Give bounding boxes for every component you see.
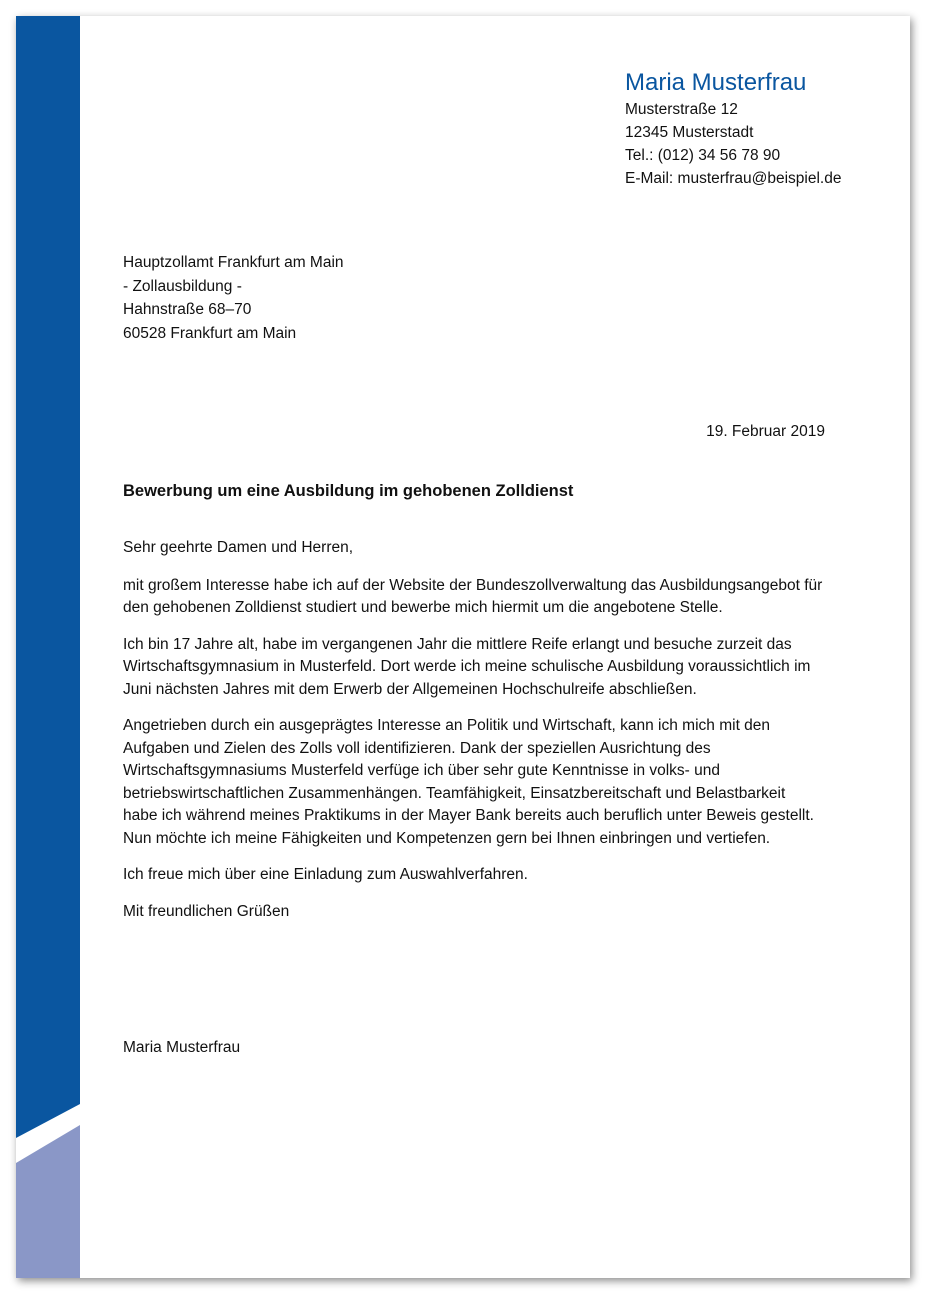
sender-city: 12345 Musterstadt: [625, 124, 754, 141]
signature-name: Maria Musterfrau: [123, 1039, 241, 1056]
recipient-block: [123, 251, 344, 345]
sidebar-blue-band: [16, 16, 80, 1138]
letter-page: [16, 16, 910, 1278]
closing: Mit freundlichen Grüßen: [123, 902, 290, 920]
body-paragraph: Ich bin 17 Jahre alt, habe im vergangenen Jahr die mittlere Reife erlangt und besuche zurzeit das Wirtschaftsgymnasium in Musterfeld. Dort werde ich meine schulische Ausbildung voraussichtlich im Juni nächsten Jahres mit dem Erwerb der Allgemeinen Hochschulreife abschließen.: [123, 635, 811, 698]
sidebar-graphic: [16, 16, 80, 1278]
body-paragraph: mit großem Interesse habe ich auf der Website der Bundeszollverwaltung das Ausbildungsangebot für den gehobenen Zolldienst studiert und bewerbe mich hiermit um die angebotene Stelle.: [123, 576, 823, 616]
sender-phone: Tel.: (012) 34 56 78 90: [625, 147, 781, 164]
letter-body: [123, 537, 823, 937]
letter-date: 19. Februar 2019: [706, 423, 825, 440]
sender-street: Musterstraße 12: [625, 101, 738, 118]
sender-email: E-Mail: musterfrau@beispiel.de: [625, 170, 842, 187]
recipient-line-1: Hauptzollamt Frankfurt am Main: [123, 254, 344, 271]
salutation: Sehr geehrte Damen und Herren,: [123, 539, 354, 556]
letter-subject: Bewerbung um eine Ausbildung im gehobenen Zolldienst: [123, 482, 574, 500]
sender-name: Maria Musterfrau: [625, 69, 807, 96]
body-paragraph: Ich freue mich über eine Einladung zum Auswahlverfahren.: [123, 866, 528, 883]
recipient-line-4: 60528 Frankfurt am Main: [123, 324, 297, 342]
recipient-line-3: Hahnstraße 68–70: [123, 301, 252, 318]
body-paragraph: Angetrieben durch ein ausgeprägtes Interesse an Politik und Wirtschaft, kann ich mich mit den Aufgaben und Zielen des Zolls voll identifizieren. Dank der speziellen Ausrichtung des Wirtschaftsgymnasiums Musterfeld verfüge ich über sehr gute Kenntnisse in volks- und betriebswirtschaftlichen Zusammenhängen. Teamfähigkeit, Einsatzbereitschaft und Belastbarkeit habe ich während meines Praktikums in der Mayer Bank bereits auch beruflich unter Beweis gestellt. Nun möchte ich meine Fähigkeiten und Kompetenzen gern bei Ihnen einbringen und vertiefen.: [123, 717, 814, 847]
decorative-sidebar: [16, 16, 80, 1278]
sender-block: [625, 68, 841, 190]
recipient-line-2: - Zollausbildung -: [123, 277, 242, 295]
sidebar-light-band: [16, 1125, 80, 1278]
